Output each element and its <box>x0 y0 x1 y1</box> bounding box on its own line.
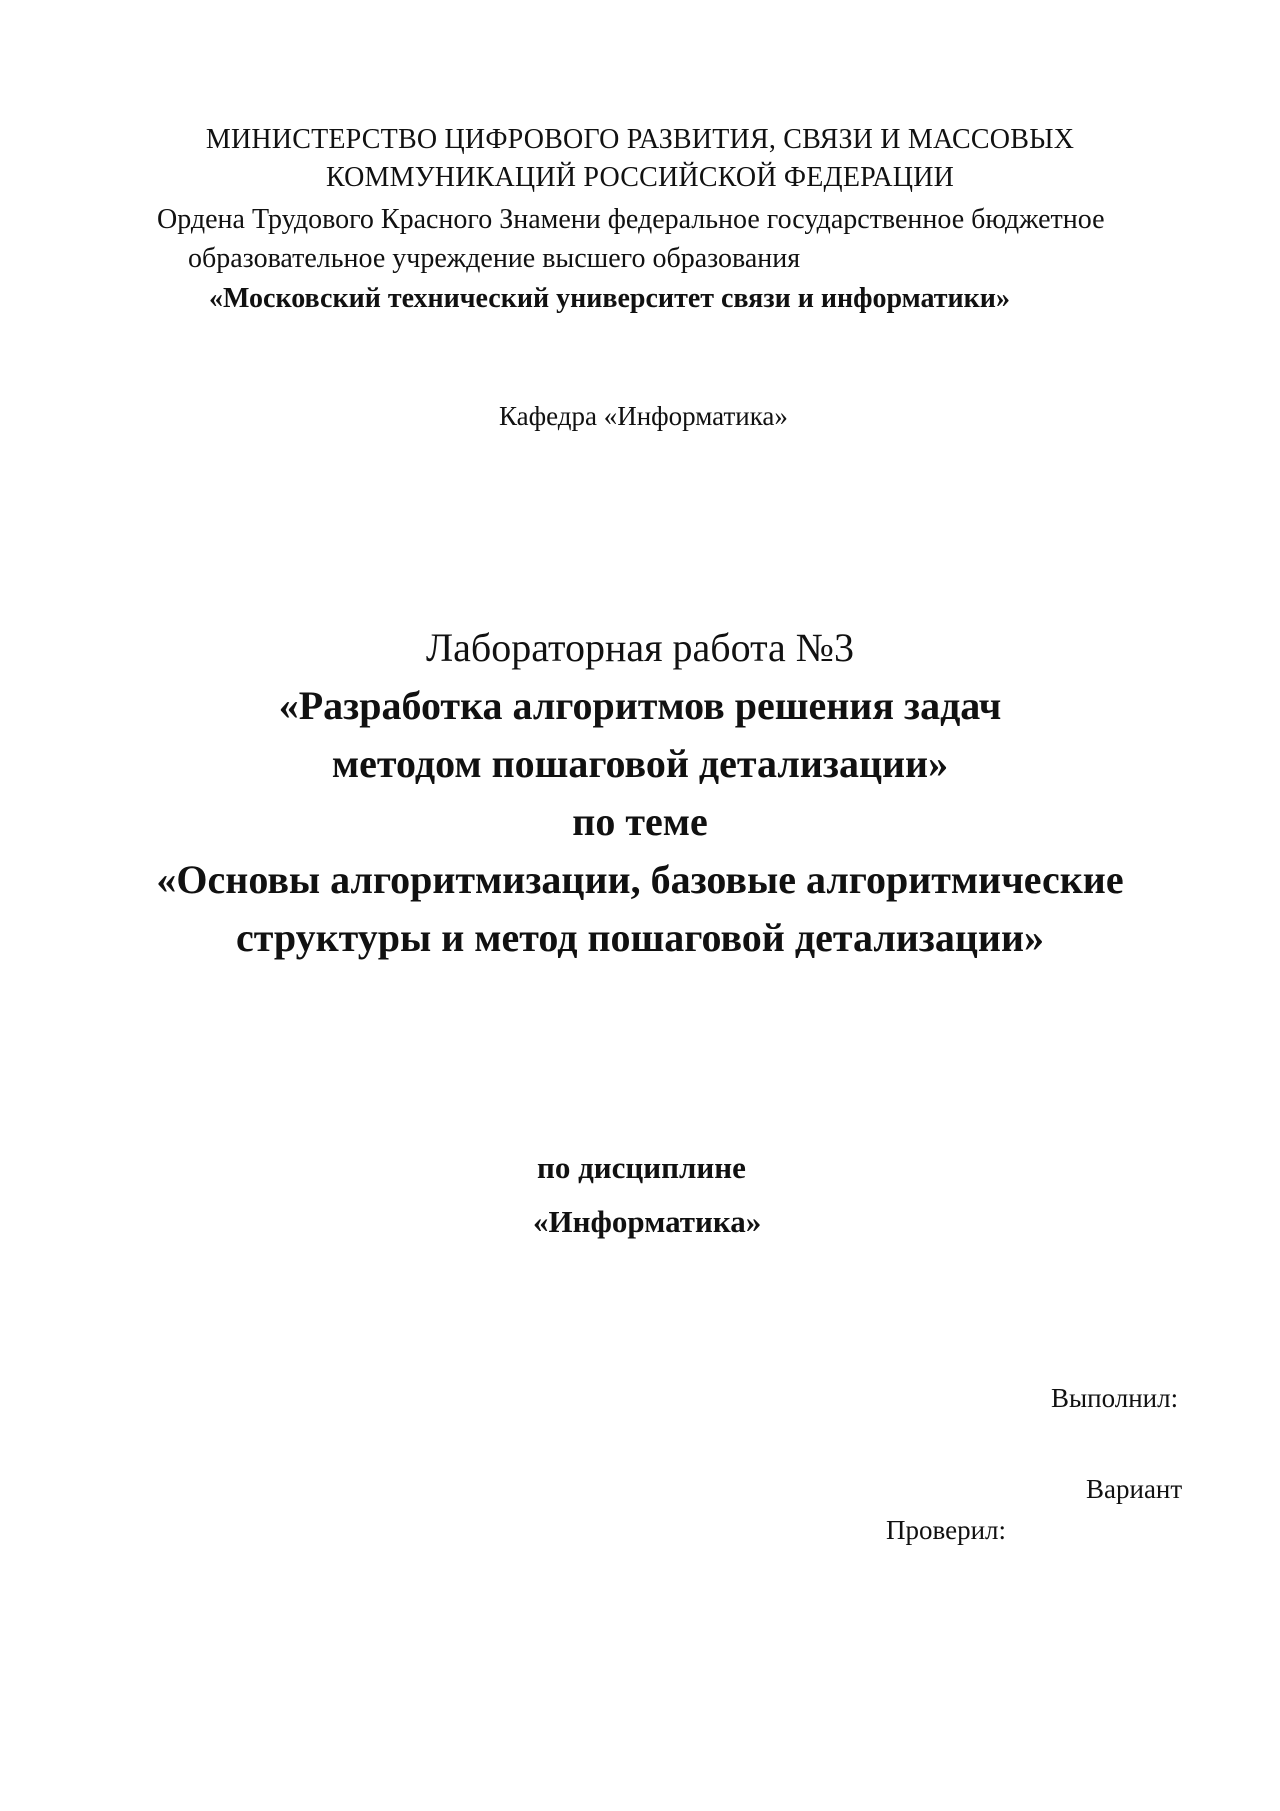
lab-name-line-1: «Разработка алгоритмов решения задач <box>278 683 1002 728</box>
university-name: «Московский технический университет связи и информатики» <box>209 283 1010 314</box>
ministry-line-1: МИНИСТЕРСТВО ЦИФРОВОГО РАЗВИТИЯ, СВЯЗИ И МАССОВЫХ <box>205 124 1075 155</box>
discipline-name: «Информатика» <box>533 1204 762 1239</box>
topic-line-1: «Основы алгоритмизации, базовые алгоритмические <box>156 857 1124 902</box>
institution-line-2: образовательное учреждение высшего образования <box>188 243 801 274</box>
institution-line-1: Ордена Трудового Красного Знамени федеральное государственное бюджетное <box>157 204 1105 235</box>
discipline-label: по дисциплине <box>537 1150 746 1185</box>
ministry-line-2: КОММУНИКАЦИЙ РОССИЙСКОЙ ФЕДЕРАЦИИ <box>325 162 955 193</box>
lab-name-line-2: методом пошаговой детализации» <box>331 741 949 786</box>
checked-by-label: Проверил: <box>886 1515 1006 1545</box>
performed-by-label: Выполнил: <box>1051 1383 1179 1413</box>
department-name: Кафедра «Информатика» <box>499 401 788 431</box>
topic-line-2: структуры и метод пошаговой детализации» <box>235 915 1045 960</box>
variant-label: Вариант <box>1086 1474 1183 1504</box>
topic-label: по теме <box>572 799 708 844</box>
lab-title: Лабораторная работа №3 <box>426 625 854 670</box>
